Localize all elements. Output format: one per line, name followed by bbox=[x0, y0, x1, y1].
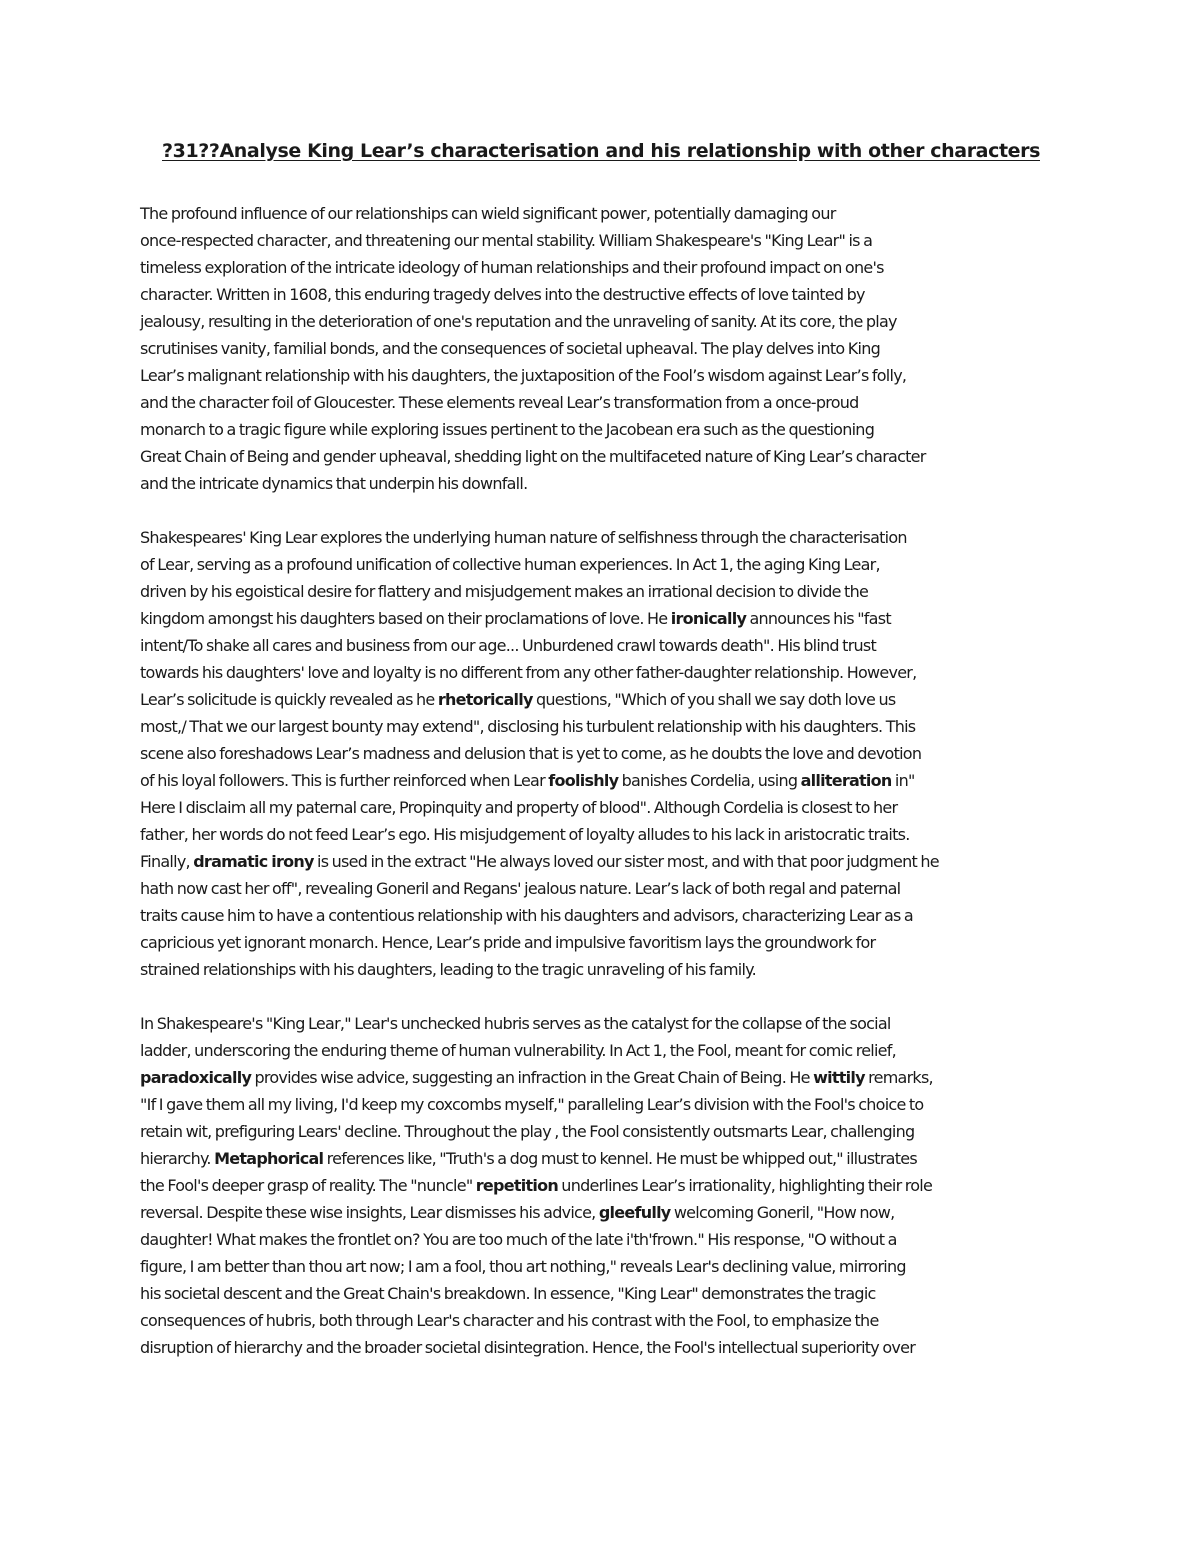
text-line: his societal descent and the Great Chain's breakdown. In essence, "King Lear" demonstrates the tragic bbox=[140, 1284, 876, 1303]
text-line: of his loyal followers. This is further reinforced when Lear foolishly banishes Cordelia, using alliteration in" bbox=[140, 771, 915, 790]
document-page bbox=[140, 140, 1062, 1388]
essay-title: ?31??Analyse King Lear’s characterisation and his relationship with other characters bbox=[162, 140, 1040, 162]
text-line: of Lear, serving as a profound unification of collective human experiences. In Act 1, the aging King Lear, bbox=[140, 555, 880, 574]
text-line: jealousy, resulting in the deterioration of one's reputation and the unraveling of sanity. At its core, the play bbox=[140, 312, 897, 331]
text-line: paradoxically provides wise advice, suggesting an infraction in the Great Chain of Being. He wittily remarks, bbox=[140, 1068, 933, 1087]
text-line: ladder, underscoring the enduring theme of human vulnerability. In Act 1, the Fool, meant for comic relief, bbox=[140, 1041, 896, 1060]
paragraph bbox=[140, 524, 1062, 983]
paragraph bbox=[140, 1010, 1062, 1361]
key-term: foolishly bbox=[548, 771, 619, 790]
text-line: scrutinises vanity, familial bonds, and the consequences of societal upheaval. The play delves into King bbox=[140, 339, 881, 358]
key-term: rhetorically bbox=[437, 690, 533, 709]
text-line: reversal. Despite these wise insights, Lear dismisses his advice, gleefully welcoming Goneril, "How now, bbox=[140, 1203, 895, 1222]
text-line: figure, I am better than thou art now; I am a fool, thou art nothing," reveals Lear's declining value, mirroring bbox=[140, 1257, 906, 1276]
text-line: most,/ That we our largest bounty may extend", disclosing his turbulent relationship with his daughters. This bbox=[140, 717, 916, 736]
text-line: consequences of hubris, both through Lear's character and his contrast with the Fool, to emphasize the bbox=[140, 1311, 879, 1330]
text-line: "If I gave them all my living, I'd keep my coxcombs myself," paralleling Lear’s division with the Fool's choice to bbox=[140, 1095, 924, 1114]
text-line: disruption of hierarchy and the broader societal disintegration. Hence, the Fool's intellectual superiority over bbox=[140, 1338, 916, 1357]
key-term: gleefully bbox=[598, 1203, 671, 1222]
text-line: kingdom amongst his daughters based on their proclamations of love. He ironically announces his "fast bbox=[140, 609, 891, 628]
key-term: paradoxically bbox=[140, 1068, 252, 1087]
text-line: The profound influence of our relationships can wield significant power, potentially damaging our bbox=[140, 204, 836, 223]
key-term: repetition bbox=[475, 1176, 558, 1195]
essay-body bbox=[140, 200, 1062, 1361]
text-line: Lear’s malignant relationship with his daughters, the juxtaposition of the Fool’s wisdom against Lear’s folly, bbox=[140, 366, 907, 385]
text-line: the Fool's deeper grasp of reality. The "nuncle" repetition underlines Lear’s irrationality, highlighting their role bbox=[140, 1176, 933, 1195]
text-line: Lear’s solicitude is quickly revealed as he rhetorically questions, "Which of you shall we say doth love us bbox=[140, 690, 896, 709]
text-line: traits cause him to have a contentious relationship with his daughters and advisors, characterizing Lear as a bbox=[140, 906, 913, 925]
text-line: Finally, dramatic irony is used in the extract "He always loved our sister most, and with that poor judgment he bbox=[140, 852, 939, 871]
text-line: Shakespeares' King Lear explores the underlying human nature of selfishness through the characterisation bbox=[140, 528, 907, 547]
text-line: hath now cast her off", revealing Goneril and Regans' jealous nature. Lear’s lack of both regal and paternal bbox=[140, 879, 901, 898]
text-line: once-respected character, and threatening our mental stability. William Shakespeare's "King Lear" is a bbox=[140, 231, 873, 250]
text-line: strained relationships with his daughters, leading to the tragic unraveling of his family. bbox=[140, 960, 756, 979]
text-line: character. Written in 1608, this enduring tragedy delves into the destructive effects of love tainted by bbox=[140, 285, 865, 304]
paragraph bbox=[140, 200, 1062, 497]
text-line: In Shakespeare's "King Lear," Lear's unchecked hubris serves as the catalyst for the collapse of the social bbox=[140, 1014, 891, 1033]
text-line: retain wit, prefiguring Lears' decline. Throughout the play , the Fool consistently outsmarts Lear, challenging bbox=[140, 1122, 915, 1141]
text-line: towards his daughters' love and loyalty is no different from any other father-daughter relationship. However, bbox=[140, 663, 917, 682]
key-term: dramatic irony bbox=[193, 852, 314, 871]
text-line: capricious yet ignorant monarch. Hence, Lear’s pride and impulsive favoritism lays the groundwork for bbox=[140, 933, 876, 952]
text-line: intent/To shake all cares and business from our age... Unburdened crawl towards death". His blind trust bbox=[140, 636, 877, 655]
key-term: alliteration bbox=[800, 771, 892, 790]
text-line: timeless exploration of the intricate ideology of human relationships and their profound impact on one's bbox=[140, 258, 884, 277]
text-line: Great Chain of Being and gender upheaval, shedding light on the multifaceted nature of King Lear’s character bbox=[140, 447, 926, 466]
text-line: Here I disclaim all my paternal care, Propinquity and property of blood". Although Cordelia is closest to her bbox=[140, 798, 898, 817]
key-term: ironically bbox=[670, 609, 747, 628]
text-line: daughter! What makes the frontlet on? You are too much of the late i'th'frown." His response, "O without a bbox=[140, 1230, 897, 1249]
text-line: hierarchy. Metaphorical references like, "Truth's a dog must to kennel. He must be whipped out," illustrates bbox=[140, 1149, 917, 1168]
text-line: driven by his egoistical desire for flattery and misjudgement makes an irrational decision to divide the bbox=[140, 582, 869, 601]
text-line: and the character foil of Gloucester. These elements reveal Lear’s transformation from a once-proud bbox=[140, 393, 859, 412]
text-line: and the intricate dynamics that underpin his downfall. bbox=[140, 474, 528, 493]
text-line: father, her words do not feed Lear’s ego. His misjudgement of loyalty alludes to his lack in aristocratic traits. bbox=[140, 825, 910, 844]
key-term: wittily bbox=[813, 1068, 865, 1087]
key-term: Metaphorical bbox=[214, 1149, 324, 1168]
text-line: scene also foreshadows Lear’s madness and delusion that is yet to come, as he doubts the love and devotion bbox=[140, 744, 922, 763]
text-line: monarch to a tragic figure while exploring issues pertinent to the Jacobean era such as the questioning bbox=[140, 420, 875, 439]
